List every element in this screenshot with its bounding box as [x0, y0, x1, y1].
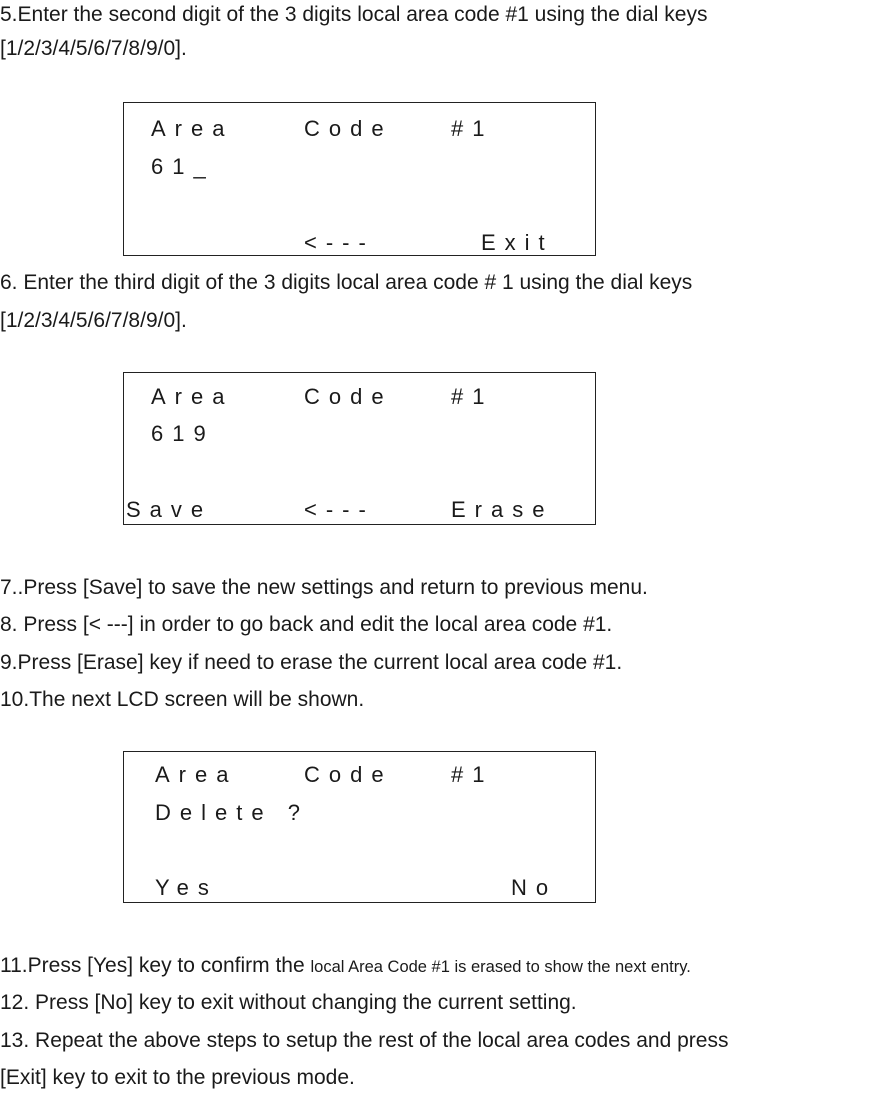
lcd-yes-key: Yes	[155, 875, 218, 900]
step-8: 8. Press [< ---] in order to go back and edit the local area code #1.	[0, 613, 613, 636]
lcd-save-key: Save	[126, 497, 213, 522]
lcd-title-area: Area	[151, 116, 234, 141]
lcd-entry-digits: 61_	[151, 154, 215, 179]
step-5-line-1: 5.Enter the second digit of the 3 digits local area code #1 using the dial keys	[0, 3, 708, 26]
step-13-line-2: [Exit] key to exit to the previous mode.	[0, 1066, 355, 1089]
step-5-line-2: [1/2/3/4/5/6/7/8/9/0].	[0, 37, 187, 60]
step-11	[0, 947, 870, 986]
lcd-screen-area-code-entry	[123, 102, 596, 256]
lcd-title-number: #1	[451, 762, 494, 787]
lcd-back-key: <---	[304, 230, 375, 255]
lcd-title-code: Code	[304, 116, 393, 141]
lcd-delete-prompt: Delete ?	[155, 800, 309, 825]
lcd-screen-area-code-complete	[123, 372, 596, 525]
lcd-no-key: No	[511, 875, 558, 900]
step-6-line-2: [1/2/3/4/5/6/7/8/9/0].	[0, 309, 187, 332]
lcd-title-area: Area	[151, 384, 234, 409]
lcd-screen-delete-confirm	[123, 751, 596, 903]
step-6-line-1: 6. Enter the third digit of the 3 digits local area code # 1 using the dial keys	[0, 271, 693, 294]
step-11-detail: local Area Code #1 is erased to show the next entry.	[310, 958, 691, 976]
lcd-entry-digits: 619	[151, 421, 215, 446]
step-12: 12. Press [No] key to exit without changing the current setting.	[0, 991, 577, 1014]
lcd-erase-key: Erase	[451, 497, 554, 522]
lcd-exit-key: Exit	[481, 230, 554, 255]
lcd-title-code: Code	[304, 384, 393, 409]
step-13-line-1: 13. Repeat the above steps to setup the rest of the local area codes and press	[0, 1029, 729, 1052]
step-7: 7..Press [Save] to save the new settings and return to previous menu.	[0, 576, 648, 599]
lcd-title-number: #1	[451, 384, 494, 409]
lcd-title-number: #1	[451, 116, 494, 141]
step-9: 9.Press [Erase] key if need to erase the current local area code #1.	[0, 651, 623, 674]
lcd-back-key: <---	[304, 497, 375, 522]
step-11-main: 11.Press [Yes] key to confirm the	[0, 954, 311, 977]
lcd-title-area: Area	[155, 762, 238, 787]
lcd-title-code: Code	[304, 762, 393, 787]
step-10: 10.The next LCD screen will be shown.	[0, 688, 365, 711]
